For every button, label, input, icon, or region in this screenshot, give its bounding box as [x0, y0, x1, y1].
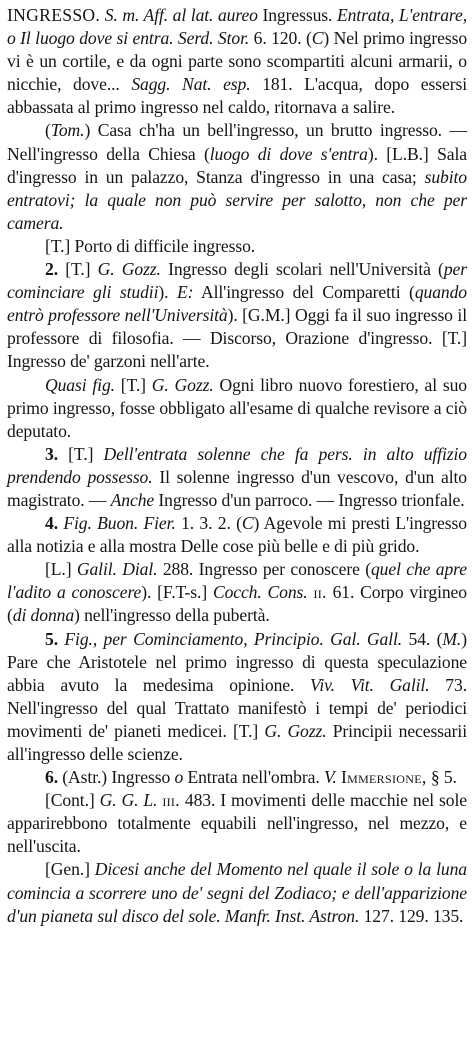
entry-paragraph — [7, 443, 467, 512]
text-run: 6. 120. ( — [249, 28, 312, 49]
entry-paragraph — [7, 628, 467, 767]
text-run: ) Pare che Aristotele nel primo ingresso di questa speculazione abbia avuto la medesima opinione. — [7, 628, 467, 695]
text-run: [L.] — [45, 559, 77, 580]
text-run: ( — [45, 120, 51, 141]
text-run: ) Nel primo ingresso vi è un cortile, e da ogni parte sono scompartiti alcuni armarii, o nicchie, dove... — [7, 28, 468, 95]
text-run: [T.] — [58, 259, 98, 280]
dictionary-entry — [7, 4, 467, 928]
entry-paragraph — [7, 766, 467, 789]
text-run: ). — [158, 282, 177, 303]
text-run: G. Gozz. — [151, 374, 214, 395]
text-run: Ingressus. — [262, 5, 337, 25]
text-run: Ingresso d'un parroco. — Ingresso trionfale. — [154, 489, 465, 510]
text-run: E: — [176, 282, 194, 303]
text-run: Quasi fig. — [45, 374, 115, 395]
text-run: § 5. — [426, 767, 457, 788]
text-run: [Cont.] — [45, 790, 100, 811]
text-run: Anche — [110, 489, 155, 510]
text-run: M. — [442, 628, 462, 649]
text-run: 6. — [45, 767, 58, 788]
text-run: per cominciare gli studii — [7, 259, 467, 303]
text-run: G. Gozz. — [97, 259, 161, 280]
text-run: 54. ( — [402, 628, 443, 649]
text-run: C — [241, 513, 254, 534]
entry-paragraph — [7, 512, 467, 558]
text-run: Fig., per Cominciamento, Principio. Gal. Gall. — [64, 628, 403, 649]
text-run: 2. — [45, 259, 58, 280]
text-run: Ingresso degli scolari nell'Università ( — [160, 259, 444, 280]
text-run: [T.] — [58, 443, 104, 464]
entry-paragraph — [7, 374, 467, 443]
text-run: di donna — [12, 605, 75, 626]
text-run: 483. I movimenti delle macchie nel sole apparirebbono totalmente equabili nell'ingresso, nel mezzo, e nell'uscita. — [7, 790, 467, 857]
entry-paragraph — [7, 558, 467, 627]
text-run: 127. 129. 135. — [359, 905, 464, 926]
text-run: Dell'entrata solenne che fa pers. in alto uffizio prendendo possesso. — [7, 443, 467, 487]
text-run: C — [311, 28, 324, 49]
text-run: ) Casa ch'ha un bell'ingresso, un brutto ingresso. — Nell'ingresso della Chiesa ( — [7, 120, 467, 164]
text-run: G. Gozz. — [264, 720, 327, 741]
text-run: luogo di dove s'entra — [209, 143, 368, 164]
text-run: ) Agevole mi presti L'ingresso alla notizia e alla mostra Delle cose più belle e di più grido. — [7, 513, 467, 557]
text-run: V. — [323, 767, 337, 788]
entry-paragraph — [7, 4, 467, 119]
text-run: Sagg. Nat. esp. — [131, 74, 251, 95]
text-run: [T.] Porto di difficile ingresso. — [45, 235, 256, 256]
text-run: ). [F.T-s.] — [141, 582, 213, 603]
text-run: ). [L.B.] Sala d'ingresso in un palazzo, Stanza d'ingresso in una casa; — [7, 143, 467, 187]
text-run: 3. — [45, 443, 58, 464]
text-run: Cocch. Cons. — [212, 582, 308, 603]
text-run: subito entratovi; la quale non può servire per salotto, non che per camera. — [7, 166, 467, 233]
text-run: All'ingresso del Comparetti ( — [193, 282, 415, 303]
text-run: 73. Nell'ingresso del qual Trattato manifestò i tempi de' periodici movimenti de' pianeti medicei. [T.] — [7, 674, 467, 741]
text-run: [T.] — [114, 374, 152, 395]
text-run: 5. — [45, 628, 58, 649]
text-run: iii. — [162, 790, 180, 811]
text-run: ) nell'ingresso della pubertà. — [74, 605, 270, 626]
text-run: Il solenne ingresso d'un vescovo, d'un alto magistrato. — — [7, 466, 467, 510]
text-run: quel che apre l'adito a conoscere — [7, 559, 467, 603]
text-run: o — [174, 767, 184, 788]
text-run: Ogni libro nuovo forestiero, al suo primo ingresso, fosse obbligato all'esame di qualche revisore a ciò deputato. — [7, 374, 468, 441]
text-run: 4. — [45, 513, 58, 534]
text-run: ii. — [313, 582, 327, 603]
entry-paragraph — [7, 258, 467, 373]
text-run: Fig. Buon. Fier. — [63, 513, 176, 534]
text-run: S. m. Aff. al lat. aureo — [100, 5, 263, 25]
entry-paragraph — [7, 235, 467, 258]
text-run: 288. Ingresso per conoscere ( — [157, 559, 371, 580]
text-run: [Gen.] — [45, 859, 95, 880]
text-run: quando entrò professore nell'Università — [7, 282, 467, 326]
text-run: Entrata, L'entrare, o Il luogo dove si entra. Serd. Stor. — [7, 5, 467, 49]
text-run: Viv. Vit. Galil. — [310, 674, 430, 695]
text-run: INGRESSO. — [7, 5, 101, 25]
text-run: 181. L'acqua, dopo essersi abbassata al primo ingresso nel caldo, ritornava a salire. — [7, 74, 467, 118]
text-run: Tom. — [50, 120, 85, 141]
text-run: 61. Corpo virgineo ( — [7, 582, 467, 626]
text-run: Principii necessarii all'ingresso delle scienze. — [7, 720, 467, 764]
text-run: ). [G.M.] Oggi fa il suo ingresso il professore di filosofia. — Discorso, Orazione d'ingresso. [T.] Ingresso de' garzoni nell'arte. — [7, 305, 467, 372]
text-run: G. G. L. — [99, 790, 158, 811]
entry-paragraph — [7, 119, 467, 234]
text-run: (Astr.) Ingresso — [58, 767, 175, 788]
text-run: Entrata nell'ombra. — [183, 767, 324, 788]
text-run: Immersione, — [340, 767, 427, 788]
entry-paragraph — [7, 789, 467, 858]
text-run: Galil. Dial. — [76, 559, 158, 580]
entry-paragraph — [7, 858, 467, 927]
text-run: 1. 3. 2. ( — [175, 513, 242, 534]
text-run: Dicesi anche del Momento nel quale il sole o la luna comincia a scorrere uno de' segni del Zodiaco; e dell'apparizione d'un pianeta sul disco del sole. Manfr. Inst. Astron. — [7, 859, 467, 926]
